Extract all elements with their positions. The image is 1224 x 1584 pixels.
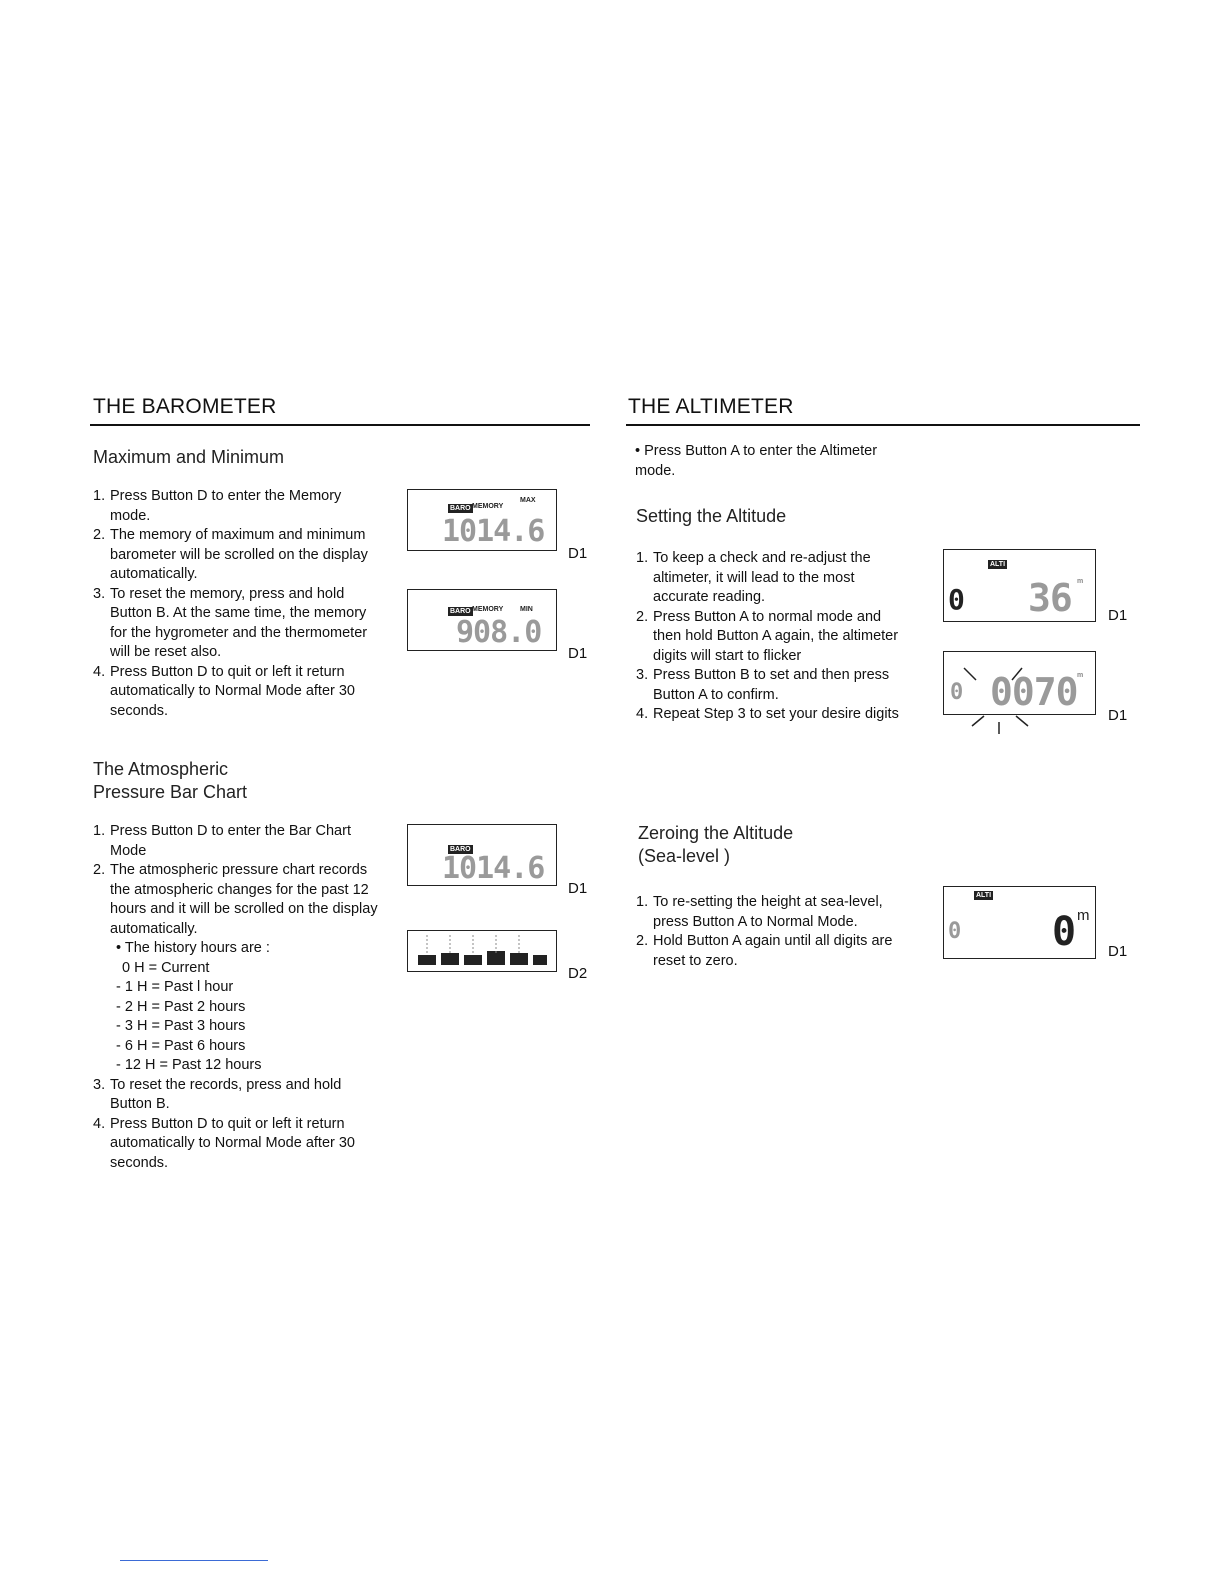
lcd-bar-chart-display [407, 930, 557, 972]
history-item: - 12 H = Past 12 hours [116, 1057, 262, 1073]
list-item: 2. Press Button A to normal mode and then hold Button A again, the altimeter digits will start to flicker [636, 608, 899, 664]
history-list [110, 939, 378, 1076]
setting-title: Setting the Altitude [636, 506, 787, 526]
zeroing-title-line2: (Sea-level ) [638, 846, 731, 866]
lcd-label: D1 [568, 545, 588, 562]
unit-label: m [1077, 907, 1090, 924]
memory-tag: MEMORY [472, 503, 504, 510]
lcd-label: D1 [1108, 707, 1128, 724]
lcd-label: D1 [1108, 943, 1128, 960]
footer-link-rule [120, 1560, 268, 1561]
lcd-alt-flicker-display [943, 651, 1096, 715]
memory-tag: MEMORY [472, 606, 504, 613]
mode-indicator: 0 [948, 583, 964, 616]
alti-tag: ALTI [990, 561, 1006, 568]
lcd-max-display [407, 489, 557, 551]
list-item: 2. Hold Button A again until all digits are reset to zero. [636, 933, 893, 969]
lcd-label: D1 [568, 645, 588, 662]
min-tag: MIN [520, 606, 533, 613]
barometer-rule [90, 424, 590, 426]
list-item: 3. To reset the records, press and hold Button B. [93, 1076, 342, 1112]
unit-label: m [1077, 672, 1084, 679]
bar-chart-title-line1: The Atmospheric [93, 759, 229, 779]
list-item: 3. Press Button B to set and then press Button A to confirm. [636, 667, 890, 703]
setting-steps [636, 549, 906, 725]
history-item: - 3 H = Past 3 hours [116, 1018, 246, 1034]
barometer-heading: THE BAROMETER [93, 395, 277, 418]
lcd-value: 0 [1052, 909, 1076, 955]
altimeter-heading: THE ALTIMETER [628, 395, 794, 418]
lcd-label: D1 [568, 880, 588, 897]
mode-indicator: 0 [948, 919, 961, 944]
baro-tag: BARO [450, 608, 471, 615]
zeroing-steps [636, 893, 906, 971]
lcd-value: 0070 [990, 670, 1078, 714]
history-item: - 6 H = Past 6 hours [116, 1037, 246, 1054]
list-item: 1. Press Button D to enter the Memory mode. [93, 488, 342, 524]
list-item: 1. To re-setting the height at sea-level, press Button A to Normal Mode. [636, 894, 883, 930]
history-item: - 1 H = Past l hour [116, 979, 234, 995]
history-item: - 2 H = Past 2 hours [116, 998, 246, 1015]
baro-tag: BARO [450, 846, 471, 853]
list-item: 4. Repeat Step 3 to set your desire digits [636, 706, 899, 722]
list-item: 2. The atmospheric pressure chart records the atmospheric changes for the past 12 hours and it will be scrolled on the display automatically. • The history hours are : 0 H = Current - 1 H = Past l hour - 2 H = Past 2 hours - 3 H = Past 3 hours - 6 H = Past 6 hours - 12 H = Past 12 hours [93, 861, 378, 1076]
list-item: 1. To keep a check and re-adjust the altimeter, it will lead to the most accurate reading. [636, 550, 871, 605]
history-item: 0 H = Current [122, 959, 210, 976]
lcd-value: 1014.6 [442, 851, 545, 886]
max-min-steps [93, 487, 378, 721]
unit-label: m [1077, 578, 1084, 585]
lcd-label: D2 [568, 965, 588, 982]
lcd-bar-display [407, 824, 557, 886]
max-tag: MAX [520, 497, 536, 504]
altimeter-rule [626, 424, 1140, 426]
history-intro: • The history hours are : [116, 940, 270, 956]
mode-indicator: 0 [950, 680, 963, 705]
lcd-value: 1014.6 [442, 514, 545, 549]
lcd-value: 908.0 [456, 615, 542, 650]
bar-chart-title-line2: Pressure Bar Chart [93, 782, 248, 802]
list-item: 4. Press Button D to quit or left it return automatically to Normal Mode after 30 seconds. [93, 663, 355, 719]
max-min-title: Maximum and Minimum [93, 447, 285, 467]
lcd-min-display [407, 589, 557, 651]
list-item: 1. Press Button D to enter the Bar Chart Mode [93, 823, 351, 859]
list-item: 2. The memory of maximum and minimum barometer will be scrolled on the display automatically. [93, 527, 368, 582]
bar-chart-graphic [408, 931, 555, 970]
list-item: 4. Press Button D to quit or left it return automatically to Normal Mode after 30 seconds. [93, 1115, 355, 1171]
altimeter-intro: • Press Button A to enter the Altimeter mode. [635, 443, 878, 479]
lcd-alt-display [943, 549, 1096, 622]
baro-tag: BARO [450, 505, 471, 512]
lcd-alt-zero-display [943, 886, 1096, 959]
zeroing-title-line1: Zeroing the Altitude [638, 823, 794, 843]
alti-tag: ALTI [976, 892, 992, 899]
lcd-value: 36 [1028, 576, 1072, 620]
bar-chart-steps [93, 822, 378, 1173]
list-item: 3. To reset the memory, press and hold Button B. At the same time, the memory for the hygrometer and the thermometer will be reset also. [93, 585, 368, 660]
lcd-label: D1 [1108, 607, 1128, 624]
